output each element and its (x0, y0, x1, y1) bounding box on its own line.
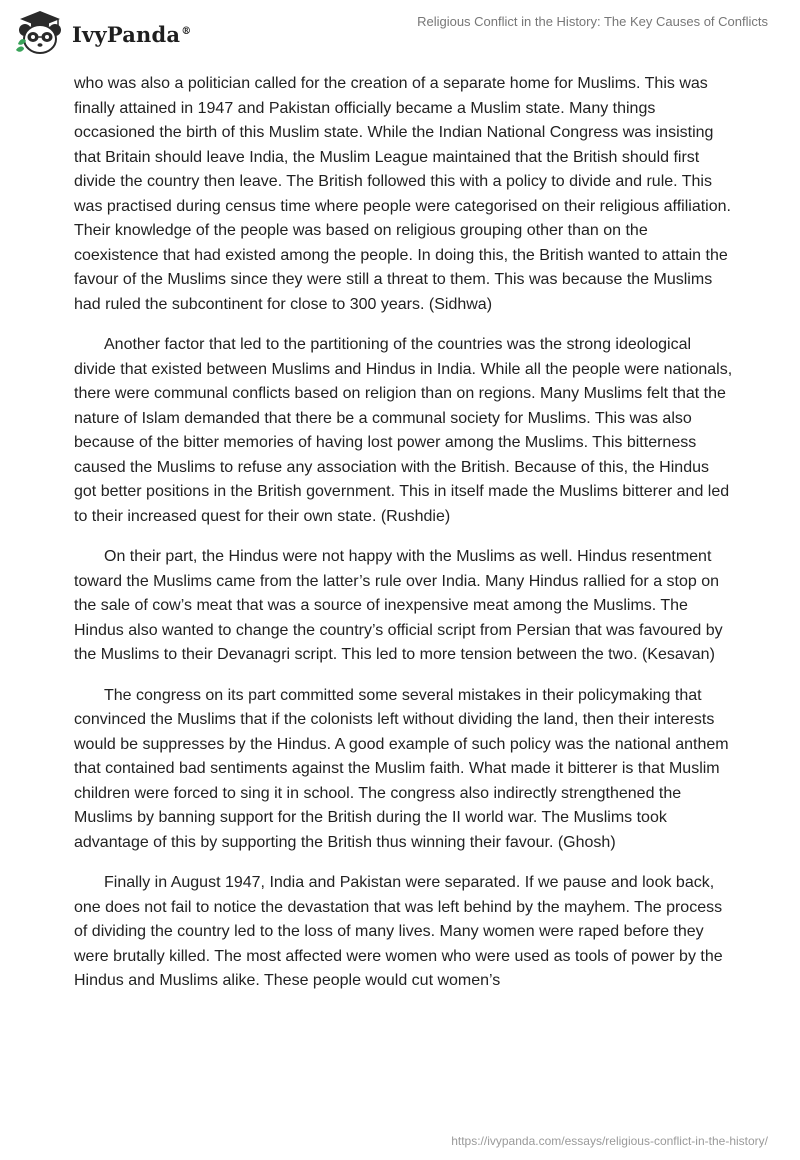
paragraph: who was also a politician called for the creation of a separate home for Muslims. This was finally attained in 1947 and Pakistan officially became a Muslim state. Many things occasioned the birth of this Muslim state. While the Indian National Congress was insisting that Britain should leave India, the Muslim League maintained that the British should first divide the country then leave. The British followed this with a policy to divide and rule. This was practised during census time where people were categorised on their religious affiliation. Their knowledge of the people was based on religious grouping other than on the coexistence that had existed among the people. In doing this, the British wanted to attain the favour of the Muslims since they were still a threat to them. This was because the Muslims had ruled the subcontinent for close to 300 years. (Sidhwa) (74, 75, 731, 313)
registered-mark: ® (181, 25, 192, 37)
source-url-link[interactable]: https://ivypanda.com/essays/religious-conflict-in-the-history/ (451, 1134, 768, 1148)
document-title: Religious Conflict in the History: The Key Causes of Conflicts (417, 14, 768, 29)
brand-name: IvyPanda® (72, 21, 192, 47)
essay-body (74, 72, 734, 1010)
paragraph: On their part, the Hindus were not happy with the Muslims as well. Hindus resentment toward the Muslims came from the latter’s rule over India. Many Hindus rallied for a stop on the sale of cow’s meat that was a source of inexpensive meat among the Muslims. The Hindus also wanted to change the country’s official script from Persian that was favoured by the Muslims to their Devanagri script. This led to more tension between the two. (Kesavan) (74, 548, 723, 663)
panda-logo-icon (14, 8, 66, 56)
page-header (0, 0, 800, 62)
brand-logo[interactable] (14, 8, 191, 56)
paragraph: The congress on its part committed some several mistakes in their policymaking that convinced the Muslims that if the colonists left without dividing the land, then their interests would be suppresses by the Hindus. A good example of such policy was the national anthem that contained bad sentiments against the Muslim faith. What made it bitterer is that Muslim children were forced to sing it in school. The congress also indirectly strengthened the Muslims by banning support for the British during the II world war. The Muslims took advantage of this by supporting the British thus winning their favour. (Ghosh) (74, 686, 729, 851)
paragraph: Finally in August 1947, India and Pakistan were separated. If we pause and look back, one does not fail to notice the devastation that was left behind by the mayhem. The process of dividing the country led to the loss of many lives. Many women were raped before they were brutally killed. The most affected were women who were used as tools of power by the Hindus and Muslims alike. These people would cut women’s (74, 874, 723, 989)
paragraph: Another factor that led to the partitioning of the countries was the strong ideological divide that existed between Muslims and Hindus in India. While all the people were nationals, there were communal conflicts based on religion than on regions. Many Muslims felt that the nature of Islam demanded that there be a communal society for Muslims. This was also because of the bitter memories of having lost power among the Muslims. This bitterness caused the Muslims to refuse any association with the British. Because of this, the Hindus got better positions in the British government. This in itself made the Muslims bitterer and led to their increased quest for their own state. (Rushdie) (74, 336, 733, 525)
